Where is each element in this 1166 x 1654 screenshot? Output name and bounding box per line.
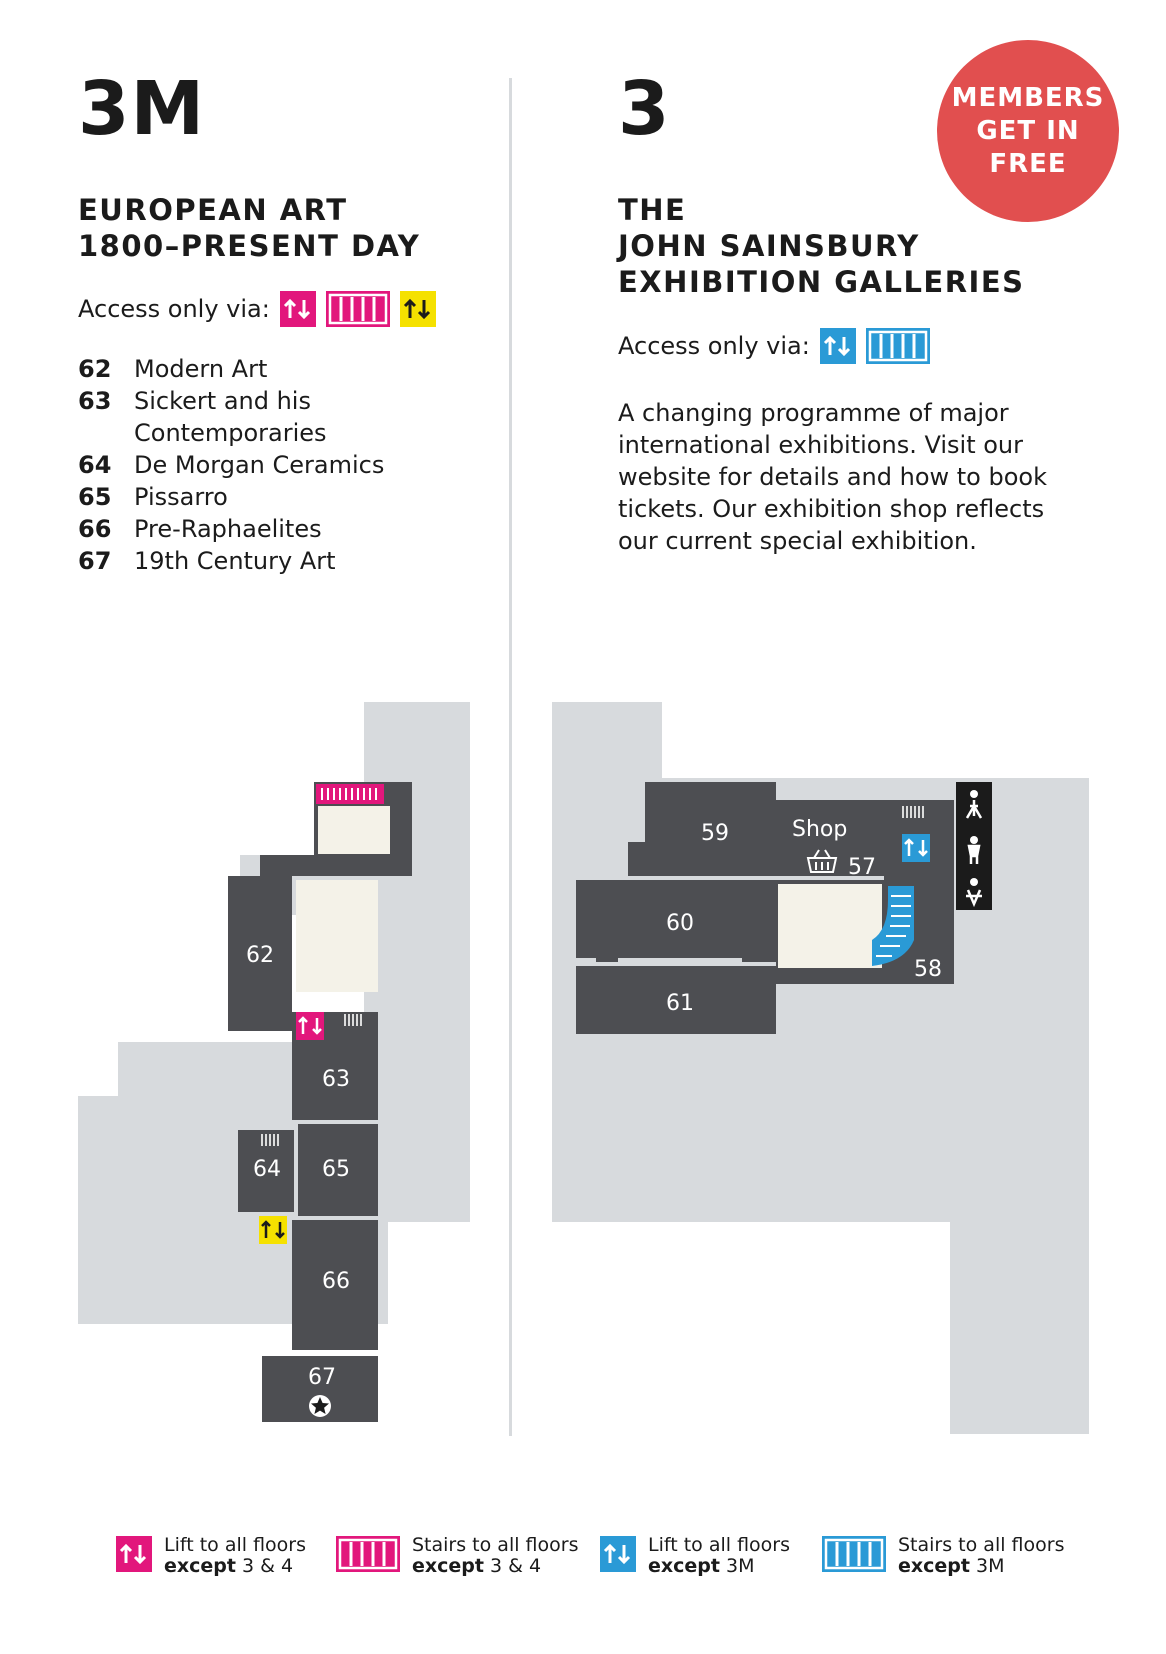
left-map-lift-icon [259,1216,287,1244]
room-59-label: 59 [701,821,729,846]
room-64-label: 64 [253,1157,281,1182]
room-66-label: 66 [322,1269,350,1294]
left-heading-line1: EUROPEAN ART [78,193,348,227]
left-map-lift-icon [296,1012,324,1040]
floor-number-3m: 3M [78,66,206,152]
right-map-courtyard [778,884,882,968]
right-map-lift-icon [902,834,930,862]
gallery-item: Contemporaries [134,419,327,447]
room-60-label: 60 [666,911,694,936]
gallery-item: 63 Sickert and his [78,387,311,415]
room-65-label: 65 [322,1157,350,1182]
stairs-icon [336,1536,400,1576]
right-heading-line2: JOHN SAINSBURY [618,229,920,263]
toilets-icon [956,782,992,910]
room-57-label: 57 [848,855,876,880]
left-access-label: Access only via: [78,295,270,323]
legend-text: Lift to all floors except 3 & 4 [164,1534,306,1577]
right-access-label: Access only via: [618,332,810,360]
right-heading-line1: THE [618,193,687,227]
room-63-label: 63 [322,1067,350,1092]
room-62-label: 62 [246,943,274,968]
legend-text: Lift to all floors except 3M [648,1534,790,1577]
left-map-stairs-icon [316,784,384,804]
legend-item [116,1535,306,1577]
room-61-label: 61 [666,991,694,1016]
gallery-item: 64 De Morgan Ceramics [78,451,385,479]
legend-text: Stairs to all floors except 3 & 4 [412,1534,579,1577]
legend-item [822,1535,1064,1577]
gallery-item: 66 Pre-Raphaelites [78,515,322,543]
gallery-item: 62 Modern Art [78,355,268,383]
legend-item [336,1535,578,1577]
legend-item [600,1535,790,1577]
room-67-label: 67 [308,1365,336,1390]
left-map-courtyards [296,806,390,992]
exhibition-description: A changing programme of major international exhibitions. Visit our website for details and how to book tickets. Our exhibition shop reflects our current special exhibition. [618,399,1047,555]
floor-number-3: 3 [618,66,671,152]
right-heading-line3: EXHIBITION GALLERIES [618,265,1025,299]
stairs-icon [822,1536,886,1576]
star-icon [309,1395,331,1417]
legend-text: Stairs to all floors except 3M [898,1534,1065,1577]
room-58-label: 58 [914,957,942,982]
left-heading-line2: 1800–PRESENT DAY [78,229,421,263]
gallery-item: 65 Pissarro [78,483,228,511]
lift-icon [116,1536,152,1576]
shop-label: Shop [792,817,848,842]
members-badge: MEMBERS GET IN FREE [937,40,1119,222]
lift-icon [600,1536,636,1576]
gallery-item: 67 19th Century Art [78,547,336,575]
